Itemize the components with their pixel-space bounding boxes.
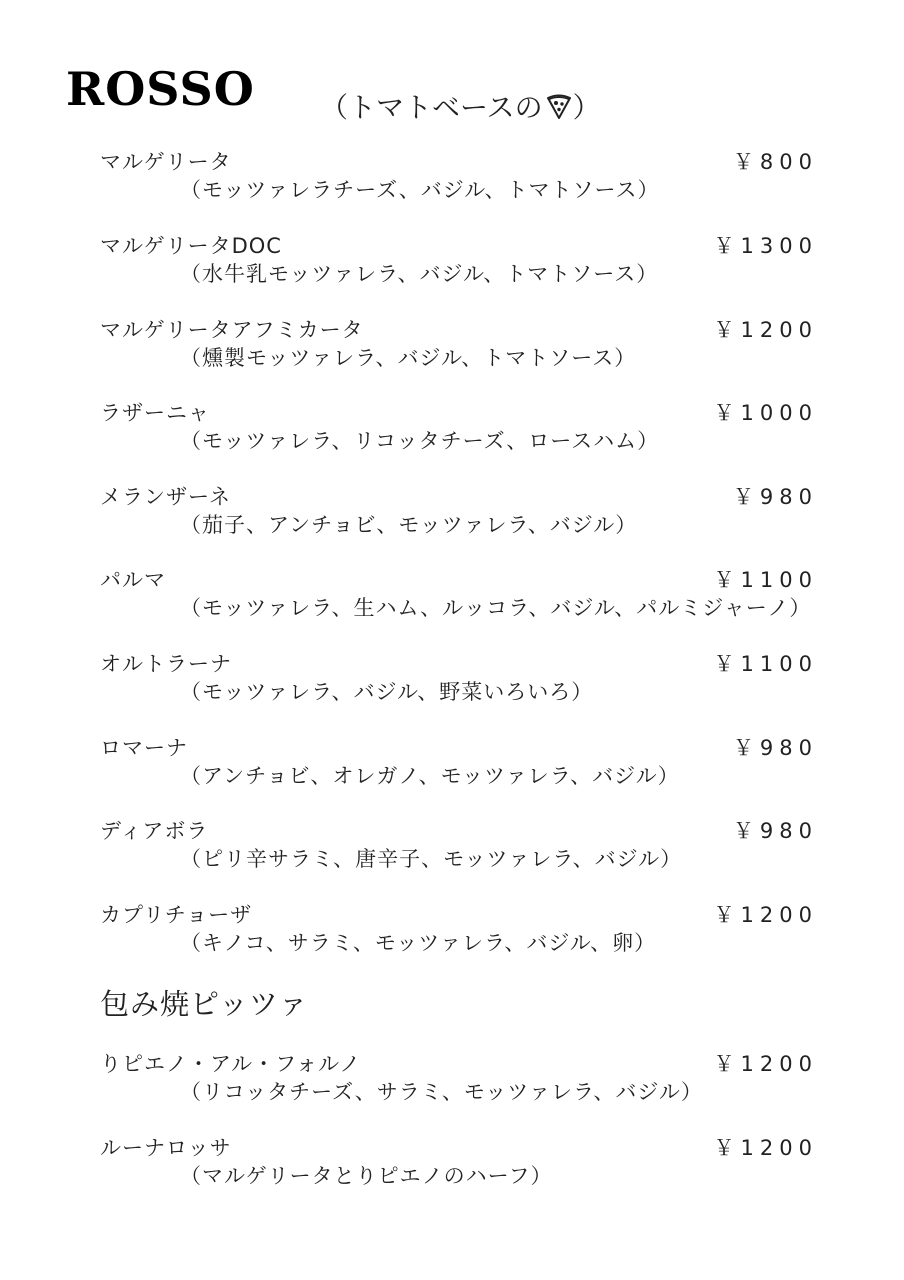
item-description: （モッツァレラ、バジル、野菜いろいろ） [180, 680, 594, 704]
item-price: ￥800 [732, 150, 818, 174]
menu-item [100, 146, 830, 202]
menu-item [100, 648, 830, 704]
item-price: ￥1100 [713, 652, 818, 676]
item-name: りピエノ・アル・フォルノ [100, 1052, 362, 1076]
menu-item [100, 1048, 830, 1104]
item-price: ￥980 [732, 819, 818, 843]
subtitle-close: ） [572, 91, 601, 124]
item-price: ￥1200 [713, 1136, 818, 1160]
menu-item [100, 564, 830, 620]
item-name: メランザーネ [100, 485, 231, 509]
item-price: ￥980 [732, 485, 818, 509]
item-name: マルゲリータアフミカータ [100, 318, 364, 342]
item-name: ラザーニャ [100, 401, 210, 425]
item-price: ￥1300 [713, 234, 818, 258]
item-description: （アンチョビ、オレガノ、モッツァレラ、バジル） [180, 764, 680, 788]
menu-item [100, 899, 830, 955]
item-description: （マルゲリータとりピエノのハーフ） [180, 1164, 553, 1188]
item-description: （リコッタチーズ、サラミ、モッツァレラ、バジル） [180, 1080, 703, 1104]
menu-title: ROSSO [66, 62, 255, 116]
menu-item [100, 481, 830, 537]
item-description: （モッツァレラチーズ、バジル、トマトソース） [180, 178, 660, 202]
item-price: ￥1200 [713, 1052, 818, 1076]
item-price: ￥1200 [713, 318, 818, 342]
item-name: ディアボラ [100, 819, 209, 843]
item-name: パルマ [100, 568, 166, 592]
menu-item [100, 397, 830, 453]
item-price: ￥1100 [713, 568, 818, 592]
menu-item [100, 230, 830, 286]
item-name: ロマーナ [100, 736, 188, 760]
item-name: ルーナロッサ [100, 1136, 232, 1160]
item-description: （モッツァレラ、生ハム、ルッコラ、バジル、パルミジャーノ） [180, 596, 812, 620]
menu-item [100, 732, 830, 788]
item-description: （燻製モッツァレラ、バジル、トマトソース） [180, 346, 637, 370]
menu-subtitle [320, 86, 601, 126]
item-name: カプリチョーザ [100, 903, 253, 927]
item-price: ￥1200 [713, 903, 818, 927]
menu-item [100, 314, 830, 370]
item-description: （キノコ、サラミ、モッツァレラ、バジル、卵） [180, 931, 657, 955]
item-price: ￥1000 [713, 401, 818, 425]
menu-item [100, 815, 830, 871]
item-description: （ピリ辛サラミ、唐辛子、モッツァレラ、バジル） [180, 847, 683, 871]
item-price: ￥980 [732, 736, 818, 760]
item-description: （水牛乳モッツァレラ、バジル、トマトソース） [180, 262, 659, 286]
item-description: （モッツァレラ、リコッタチーズ、ロースハム） [180, 429, 660, 453]
item-description: （茄子、アンチョビ、モッツァレラ、バジル） [180, 513, 638, 537]
subtitle-text: （トマトベースの [320, 91, 543, 124]
item-name: マルゲリータDOC [100, 234, 282, 258]
pizza-slice-icon [545, 92, 573, 120]
section-title: 包み焼ピッツァ [100, 987, 309, 1021]
menu-item [100, 1132, 830, 1188]
item-name: オルトラーナ [100, 652, 232, 676]
item-name: マルゲリータ [100, 150, 232, 174]
